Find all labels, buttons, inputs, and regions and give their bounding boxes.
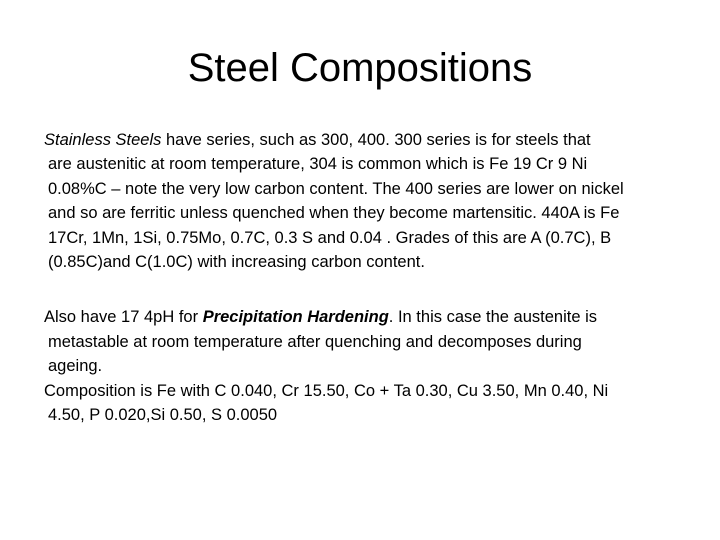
paragraph-line: ageing. (48, 357, 103, 376)
paragraph-line: metastable at room temperature after quenching and decomposes during (48, 332, 582, 351)
stainless-steels-term: Stainless Steels (44, 131, 162, 149)
precipitation-hardening-term: Precipitation Hardening (202, 308, 389, 327)
slide-body (44, 128, 694, 427)
paragraph-text: . In this case the austenite is (388, 308, 597, 327)
composition-paragraph (44, 379, 694, 428)
paragraph-spacer (44, 274, 694, 305)
stainless-steels-paragraph (44, 128, 694, 274)
paragraph-line: (0.85C)and C(1.0C) with increasing carbon content. (48, 253, 425, 272)
slide-title: Steel Compositions (187, 46, 533, 90)
paragraph-line: are austenitic at room temperature, 304 is common which is Fe 19 Cr 9 Ni (48, 155, 588, 174)
paragraph-line: 4.50, P 0.020,Si 0.50, S 0.0050 (48, 406, 278, 425)
paragraph-text: have series, such as 300, 400. 300 series is for steels that (161, 131, 591, 149)
paragraph-line: 17Cr, 1Mn, 1Si, 0.75Mo, 0.7C, 0.3 S and 0.04 . Grades of this are A (0.7C), B (48, 228, 612, 247)
paragraph-line: 0.08%C – note the very low carbon content. The 400 series are lower on nickel (48, 179, 624, 198)
paragraph-text: Also have 17 4pH for (44, 308, 203, 327)
paragraph-line: Composition is Fe with C 0.040, Cr 15.50, Co + Ta 0.30, Cu 3.50, Mn 0.40, Ni (44, 381, 609, 400)
precipitation-hardening-paragraph (44, 305, 694, 378)
paragraph-line (44, 308, 597, 326)
paragraph-line: and so are ferritic unless quenched when they become martensitic. 440A is Fe (48, 204, 620, 223)
paragraph-line (44, 131, 591, 149)
